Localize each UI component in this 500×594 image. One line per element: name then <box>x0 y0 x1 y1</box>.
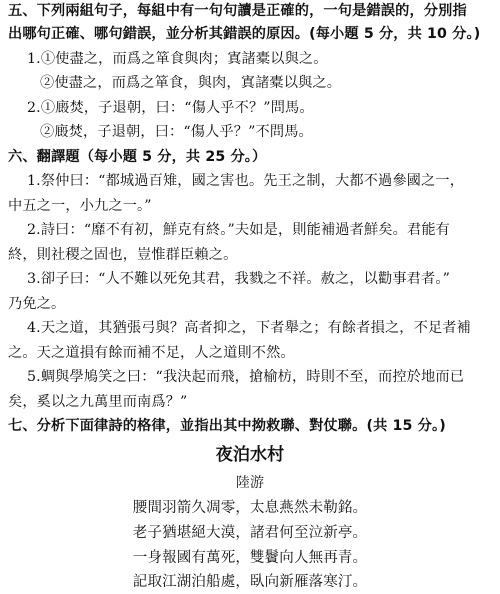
q6-2-line-1: 2.詩曰：“靡不有初，鮮克有終。”夫如是，則能補過者鮮矣。君能有 <box>27 222 450 238</box>
q6-4-line-2: 之。天之道損有餘而補不足，人之道則不然。 <box>8 345 295 361</box>
q6-5-line-1: 5.蜩與學鳩笑之曰：“我決起而飛，搶榆枋，時則不至，而控於地而已 <box>27 369 465 385</box>
poem-line-1: 腰間羽箭久凋零，太息燕然未勒銘。 <box>132 500 368 516</box>
q6-5-line-2: 矣，奚以之九萬里而南爲？” <box>8 394 188 410</box>
section-five-heading-cont: 出哪句正確、哪句錯誤，並分析其錯誤的原因。(每小題 5 分，共 10 分。) <box>8 26 481 42</box>
section-seven-heading: 七、分析下面律詩的格律，並指出其中拗救聯、對仗聯。(共 15 分。) <box>8 418 446 434</box>
poem-line-2: 老子猶堪絕大漠，諸君何至泣新亭。 <box>132 525 368 541</box>
q6-3-line-2: 乃免之。 <box>8 296 66 312</box>
q5-1-option-b: ②使盡之，而爲之箪食，與肉，寘諸橐以與之。 <box>40 75 342 91</box>
section-five-heading: 五、下列兩組句子，每組中有一句句讀是正確的，一句是錯誤的，分別指 <box>8 3 467 19</box>
q6-1-line-2: 中五之一，小九之一。” <box>8 198 152 214</box>
poem-line-4: 記取江湖泊船處，臥向新雁落寒汀。 <box>132 574 368 590</box>
q6-2-line-2: 終，則社稷之固也，豈惟群臣賴之。 <box>8 247 238 263</box>
q6-4-line-1: 4.天之道，其猶張弓與？高者抑之，下者舉之；有餘者損之，不足者補 <box>27 320 471 336</box>
section-six-heading: 六、翻譯題（每小題 5 分，共 25 分。） <box>8 149 267 165</box>
q6-1-line-1: 1.祭仲曰：“都城過百雉，國之害也。先王之制，大都不過參國之一， <box>27 173 465 189</box>
q5-2-option-b: ②廄焚，子退朝，曰：“傷人乎？”不問馬。 <box>40 124 313 140</box>
poem-line-3: 一身報國有萬死，雙鬢向人無再青。 <box>132 550 368 566</box>
q5-1-option-a: 1.①使盡之，而爲之箪食與肉；寘諸橐以與之。 <box>27 51 328 67</box>
poem-author: 陸游 <box>235 475 265 491</box>
q5-2-option-a: 2.①廄焚，子退朝，曰：“傷人乎不？”問馬。 <box>27 100 314 116</box>
poem-title: 夜泊水村 <box>215 445 285 465</box>
q6-3-line-1: 3.卻子曰：“人不難以死免其君，我戮之不祥。赦之，以勸事君者。” <box>27 271 450 287</box>
